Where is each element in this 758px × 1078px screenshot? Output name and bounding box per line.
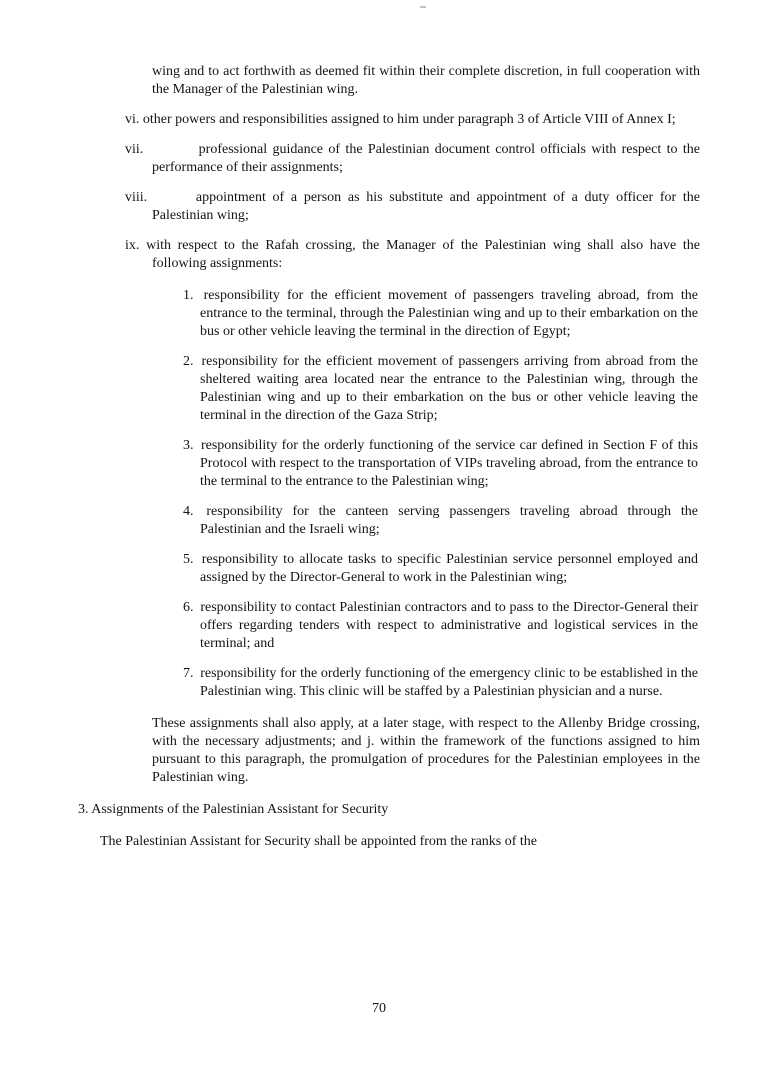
closing-paragraph: These assignments shall also apply, at a later stage, with respect to the Allenby Bridge crossing, with the necessary adjustments; and j. within the framework of the functions assigned to him pursuant to this paragraph, the promulgation of procedures for the Palestinian employees in the Palestinian wing. <box>152 716 700 785</box>
numbered-item-4-label: 4. <box>183 504 194 519</box>
numbered-item-5-text: responsibility to allocate tasks to specific Palestinian service personnel employed and assigned by the Director-General to work in the Palestinian wing; <box>200 552 699 585</box>
list-item-viii-text: appointment of a person as his substitute and appointment of a duty officer for the Palestinian wing; <box>152 190 700 223</box>
list-item-ix <box>125 237 700 273</box>
list-item-viii-label: viii. <box>125 190 148 205</box>
list-item-vi-text: other powers and responsibilities assigned to him under paragraph 3 of Article VIII of Annex I; <box>142 112 676 127</box>
final-paragraph: The Palestinian Assistant for Security shall be appointed from the ranks of the <box>100 834 538 849</box>
list-item-vi <box>125 111 700 129</box>
numbered-item-6 <box>183 599 699 653</box>
list-item-viii <box>125 189 700 225</box>
numbered-item-7-text: responsibility for the orderly functioning of the emergency clinic to be established in the Palestinian wing. This clinic will be staffed by a Palestinian physician and a nurse. <box>200 666 698 699</box>
list-item-ix-label: ix. <box>125 238 140 253</box>
list-item-vi-label: vi. <box>125 112 140 127</box>
list-item-vii-label: vii. <box>125 142 144 157</box>
numbered-item-5-label: 5. <box>183 552 194 567</box>
list-item-vii-text: professional guidance of the Palestinian document control officials with respect to the performance of their assignments; <box>152 142 701 175</box>
numbered-item-6-label: 6. <box>183 600 194 615</box>
numbered-item-3 <box>183 437 699 491</box>
numbered-item-2-text: responsibility for the efficient movement of passengers arriving from abroad from the sheltered waiting area located near the entrance to the Palestinian wing, through the Palestinian wing and up to their embarkation on the bus or other vehicle leaving the terminal in the direction of the Gaza Strip; <box>200 354 698 423</box>
section-heading: 3. Assignments of the Palestinian Assistant for Security <box>78 802 389 817</box>
numbered-item-1-label: 1. <box>183 288 194 303</box>
numbered-item-3-text: responsibility for the orderly functioning of the service car defined in Section F of this Protocol with respect to the transportation of VIPs traveling abroad, from the entrance to the terminal to the entrance to the Palestinian wing; <box>200 438 699 489</box>
list-item-ix-text: with respect to the Rafah crossing, the Manager of the Palestinian wing shall also have the following assignments: <box>146 238 700 271</box>
numbered-item-2 <box>183 353 698 425</box>
numbered-item-1 <box>183 287 699 341</box>
numbered-item-5 <box>183 551 699 587</box>
numbered-item-6-text: responsibility to contact Palestinian contractors and to pass to the Director-General their offers regarding tenders with respect to administrative and logistical services in the terminal; and <box>200 600 699 651</box>
list-item-vii <box>125 141 701 177</box>
numbered-item-1-text: responsibility for the efficient movement of passengers traveling abroad, from the entrance to the terminal, through the Palestinian wing and up to their embarkation on the bus or other vehicle leaving the terminal in the direction of Egypt; <box>200 288 699 339</box>
numbered-item-4-text: responsibility for the canteen serving passengers traveling abroad through the Palestinian and the Israeli wing; <box>200 504 698 537</box>
numbered-item-7 <box>183 665 698 701</box>
numbered-item-3-label: 3. <box>183 438 194 453</box>
page-content <box>0 63 758 851</box>
numbered-item-7-label: 7. <box>183 666 194 681</box>
numbered-item-4 <box>183 503 698 539</box>
continuation-paragraph: wing and to act forthwith as deemed fit within their complete discretion, in full cooperation with the Manager of the Palestinian wing. <box>152 64 700 97</box>
page-number: 70 <box>372 1001 386 1016</box>
numbered-item-2-label: 2. <box>183 354 194 369</box>
scan-artifact-mark <box>420 6 426 8</box>
